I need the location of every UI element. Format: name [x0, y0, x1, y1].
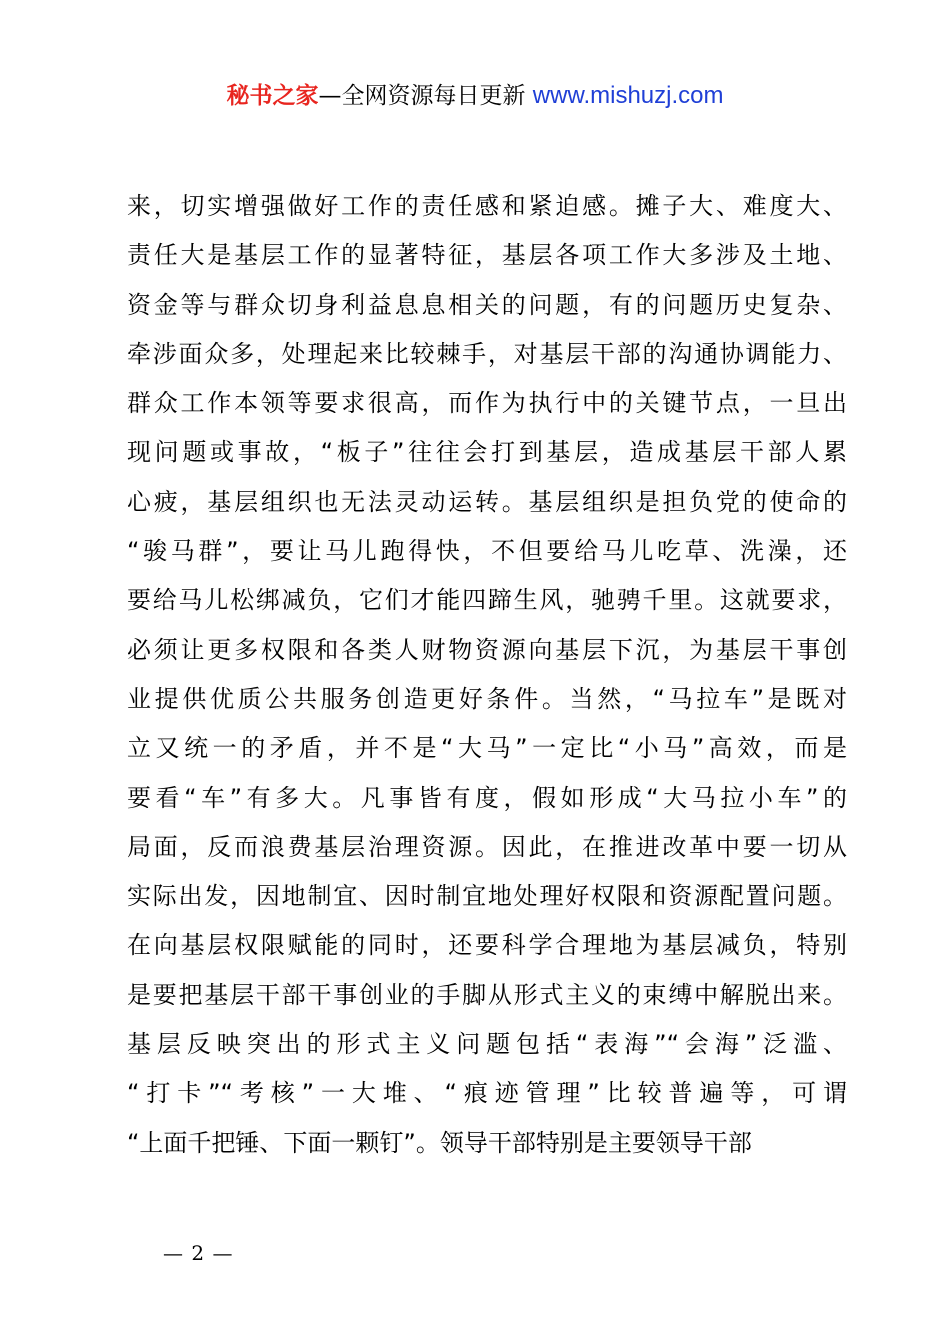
body-line: 牵涉面众多，处理起来比较棘手，对基层干部的沟通协调能力、 [127, 339, 847, 368]
site-url-link[interactable]: www.mishuzj.com [532, 82, 724, 109]
site-header [0, 80, 950, 112]
body-line: “上面千把锤、下面一颗钉”。领导干部特别是主要领导干部 [127, 1128, 752, 1157]
brand-name: 秘书之家 [226, 83, 319, 109]
body-line: 来，切实增强做好工作的责任感和紧迫感。摊子大、难度大、 [127, 192, 847, 220]
body-line: 立又统一的矛盾，并不是“大马”一定比“小马”高效，而是 [127, 734, 847, 763]
header-tagline: 全网资源每日更新 [341, 83, 533, 109]
body-line: 局面，反而浪费基层治理资源。因此，在推进改革中要一切从 [127, 832, 847, 861]
body-line: 必须让更多权限和各类人财物资源向基层下沉，为基层干事创 [127, 635, 847, 664]
body-line: 在向基层权限赋能的同时，还要科学合理地为基层减负，特别 [127, 931, 847, 960]
body-line: 要看“车”有多大。凡事皆有度，假如形成“大马拉小车”的 [127, 783, 847, 812]
body-line: 业提供优质公共服务创造更好条件。当然，“马拉车”是既对 [127, 684, 847, 713]
body-line: 实际出发，因地制宜、因时制宜地处理好权限和资源配置问题。 [127, 882, 847, 911]
body-line: 基层反映突出的形式主义问题包括“表海”“会海”泛滥、 [127, 1030, 847, 1059]
body-line: 是要把基层干部干事创业的手脚从形式主义的束缚中解脱出来。 [127, 980, 847, 1009]
header-separator: — [318, 83, 342, 109]
page-number: — 2 — [163, 1241, 234, 1265]
body-line: “打卡”“考核”一大堆、“痕迹管理”比较普遍等，可谓 [127, 1079, 847, 1108]
body-line: 资金等与群众切身利益息息相关的问题，有的问题历史复杂、 [127, 290, 847, 319]
body-line: 责任大是基层工作的显著特征，基层各项工作大多涉及土地、 [127, 241, 847, 270]
body-line: 要给马儿松绑减负，它们才能四蹄生风，驰骋千里。这就要求， [127, 586, 847, 615]
document-body [127, 182, 847, 1168]
body-line: 心疲，基层组织也无法灵动运转。基层组织是担负党的使命的 [127, 487, 847, 516]
body-line: 现问题或事故，“板子”往往会打到基层，造成基层干部人累 [127, 438, 847, 467]
body-line: 群众工作本领等要求很高，而作为执行中的关键节点，一旦出 [127, 389, 847, 418]
body-line: “骏马群”，要让马儿跑得快，不但要给马儿吃草、洗澡，还 [127, 537, 847, 566]
